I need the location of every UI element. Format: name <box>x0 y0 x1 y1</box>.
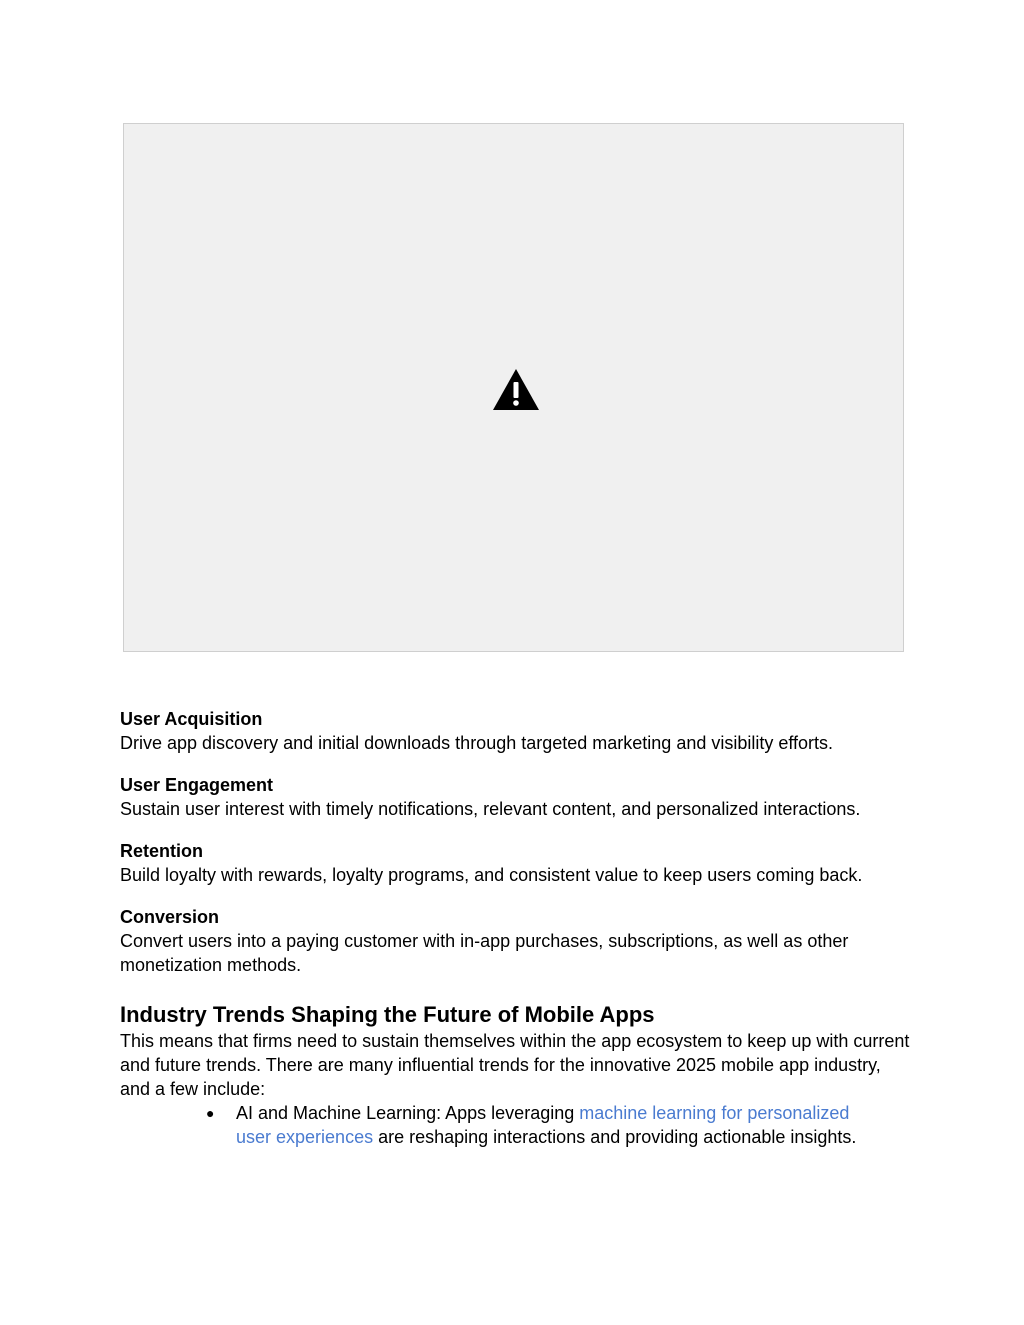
ml-personalization-link[interactable]: machine learning for personalized user experiences <box>236 1103 850 1147</box>
section-body: Convert users into a paying customer with in-app purchases, subscriptions, as well as other monetization methods. <box>120 931 849 975</box>
section-body: Drive app discovery and initial downloads through targeted marketing and visibility efforts. <box>120 733 834 753</box>
section-user-acquisition <box>120 707 910 755</box>
list-item <box>206 1101 886 1149</box>
document-body <box>120 707 910 1149</box>
section-body: Build loyalty with rewards, loyalty programs, and consistent value to keep users coming back. <box>120 865 863 885</box>
trends-bullet-list <box>120 1101 910 1149</box>
bullet-text-after: are reshaping interactions and providing actionable insights. <box>373 1127 857 1147</box>
section-retention <box>120 839 910 887</box>
bullet-icon: ● <box>206 1105 215 1121</box>
trends-intro: This means that firms need to sustain themselves within the app ecosystem to keep up with current and future trends. There are many influential trends for the innovative 2025 mobile app industry, and a few include: <box>120 1031 910 1099</box>
section-title: Retention <box>120 841 203 861</box>
section-conversion <box>120 905 910 977</box>
section-title: User Acquisition <box>120 709 263 729</box>
section-title: Conversion <box>120 907 220 927</box>
warning-icon <box>492 368 540 412</box>
section-body: Sustain user interest with timely notifications, relevant content, and personalized interactions. <box>120 799 861 819</box>
section-user-engagement <box>120 773 910 821</box>
trends-heading: Industry Trends Shaping the Future of Mobile Apps <box>120 1002 655 1027</box>
section-title: User Engagement <box>120 775 274 795</box>
bullet-text-before: AI and Machine Learning: Apps leveraging <box>236 1103 580 1123</box>
